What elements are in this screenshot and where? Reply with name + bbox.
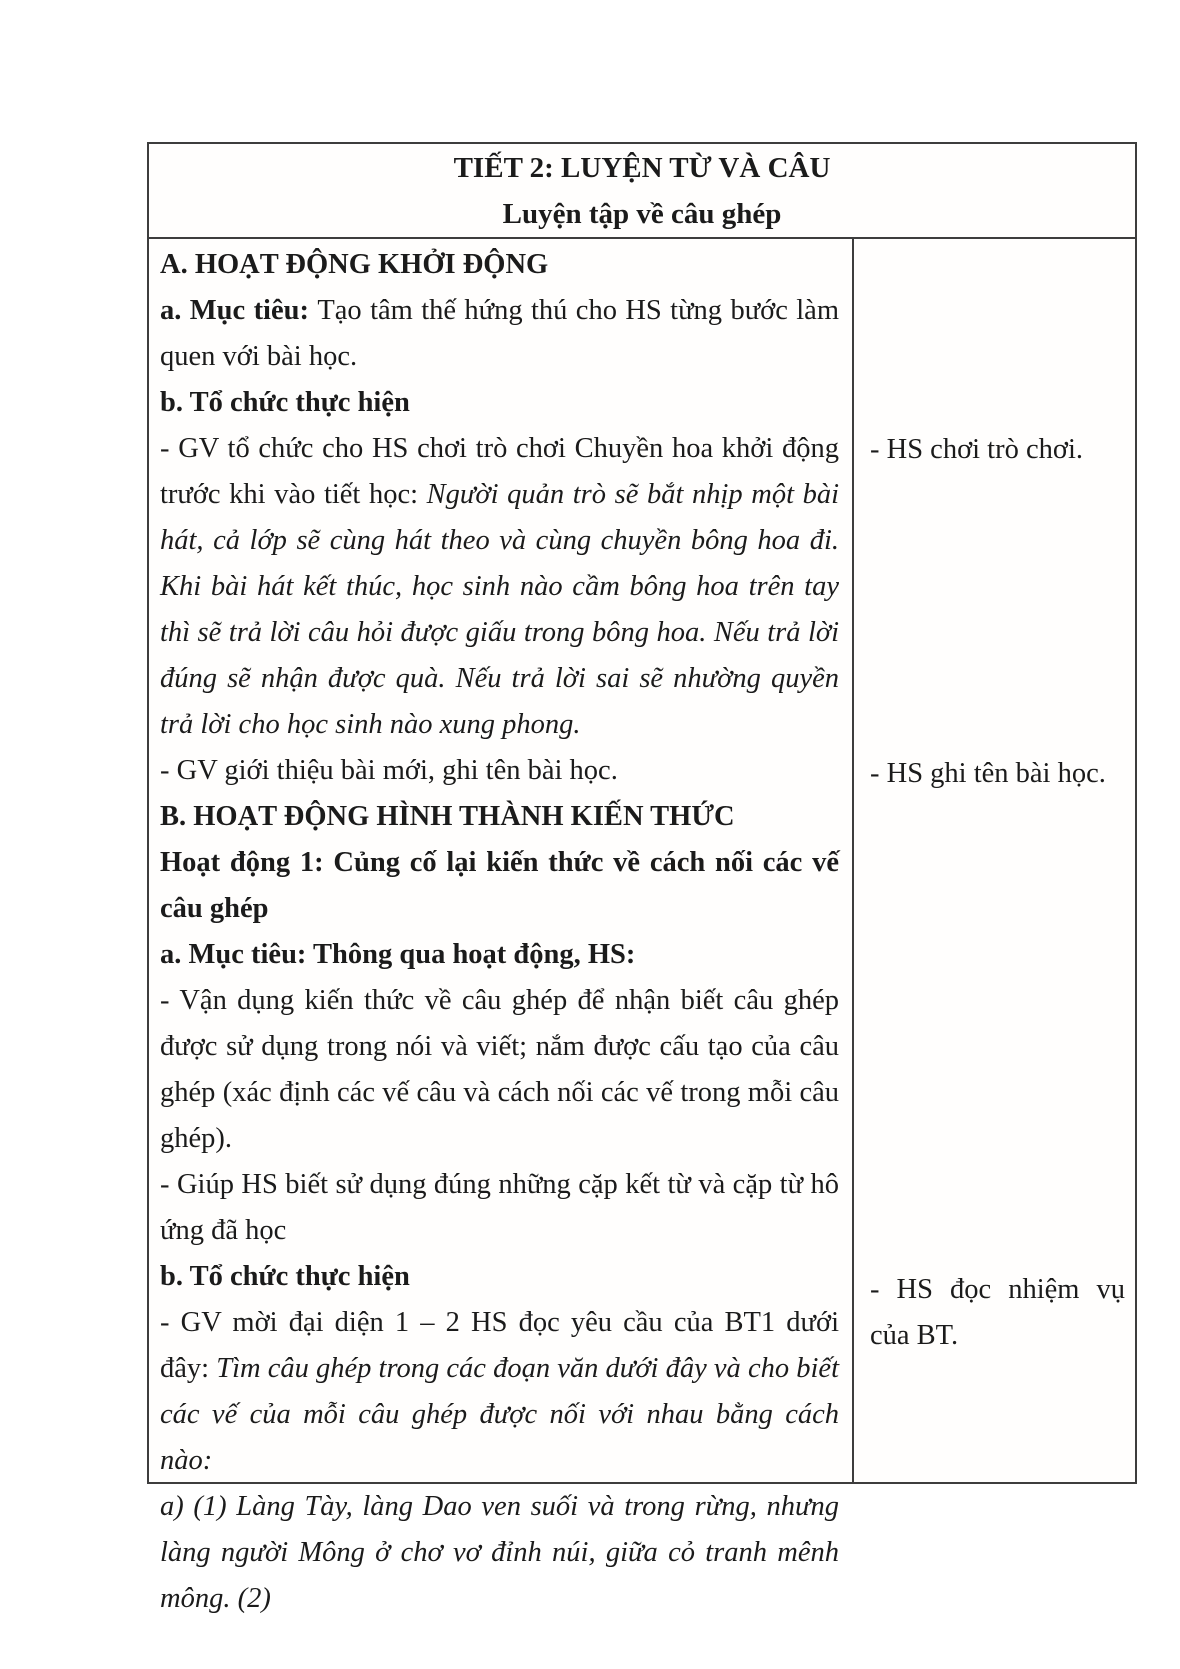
gv-paragraph	[160, 1484, 839, 1622]
gv-paragraph	[160, 1300, 839, 1484]
text-segment: b. Tổ chức thực hiện	[160, 387, 410, 418]
gv-paragraph	[160, 1254, 839, 1300]
gv-paragraph	[160, 380, 839, 426]
text-segment: Tạo tâm thế hứng thú cho HS từng bước làm quen với bài học.	[160, 295, 839, 372]
text-segment: - GV mời đại diện 1 – 2 HS đọc yêu cầu của BT1 dưới đây:	[160, 1307, 839, 1384]
hs-note: - HS chơi trò chơi.	[870, 434, 1083, 465]
gv-paragraph	[160, 288, 839, 380]
teacher-activities-cell	[149, 239, 854, 1614]
text-segment: Tìm câu ghép trong các đoạn văn dưới đây và cho biết các vế của mỗi câu ghép được nối với nhau bằng cách nào:	[160, 1353, 839, 1476]
text-segment: - GV giới thiệu bài mới, ghi tên bài học.	[160, 755, 618, 786]
gv-paragraph	[160, 748, 839, 794]
text-segment: - Giúp HS biết sử dụng đúng những cặp kết từ và cặp từ hô ứng đã học	[160, 1169, 839, 1246]
gv-paragraph	[160, 426, 839, 748]
table-header-cell	[149, 144, 1135, 239]
gv-paragraph	[160, 978, 839, 1162]
hs-note: - HS đọc nhiệm vụ của BT.	[870, 1274, 1125, 1351]
text-segment: - Vận dụng kiến thức về câu ghép để nhận biết câu ghép được sử dụng trong nói và viết; nắm được cấu tạo của câu ghép (xác định các vế câu và cách nối các vế trong mỗi câu ghép).	[160, 985, 839, 1154]
gv-paragraph	[160, 840, 839, 932]
student-activities-cell	[854, 239, 1135, 1482]
text-segment: a. Mục tiêu: Thông qua hoạt động, HS:	[160, 939, 636, 970]
hs-note: - HS ghi tên bài học.	[870, 758, 1106, 789]
table-body-row	[149, 239, 1135, 1614]
lesson-plan-table	[147, 142, 1137, 1614]
lesson-title-line2: Luyện tập về câu ghép	[502, 198, 782, 230]
text-segment: b. Tổ chức thực hiện	[160, 1261, 410, 1292]
gv-paragraph	[160, 242, 839, 288]
text-segment: Hoạt động 1: Củng cố lại kiến thức về cách nối các vế câu ghép	[160, 847, 839, 924]
text-segment: Người quản trò sẽ bắt nhịp một bài hát, cả lớp sẽ cùng hát theo và cùng chuyền bông hoa đi. Khi bài hát kết thúc, học sinh nào cầm bông hoa trên tay thì sẽ trả lời câu hỏi được giấu trong bông hoa. Nếu trả lời đúng sẽ nhận được quà. Nếu trả lời sai sẽ nhường quyền trả lời cho học sinh nào xung phong.	[160, 479, 840, 740]
gv-paragraph	[160, 794, 839, 840]
gv-paragraph	[160, 932, 839, 978]
gv-paragraph	[160, 1162, 839, 1254]
text-segment: a) (1) Làng Tày, làng Dao ven suối và trong rừng, nhưng làng người Mông ở chơ vơ đỉnh núi, giữa cỏ tranh mênh mông. (2)	[160, 1491, 839, 1614]
text-segment: B. HOẠT ĐỘNG HÌNH THÀNH KIẾN THỨC	[160, 801, 735, 832]
lesson-title-line1: TIẾT 2: LUYỆN TỪ VÀ CÂU	[453, 152, 831, 184]
text-segment: a. Mục tiêu:	[160, 295, 318, 326]
text-segment: A. HOẠT ĐỘNG KHỞI ĐỘNG	[160, 249, 549, 280]
text-segment: - GV tổ chức cho HS chơi trò chơi Chuyền hoa khởi động trước khi vào tiết học:	[160, 433, 839, 510]
